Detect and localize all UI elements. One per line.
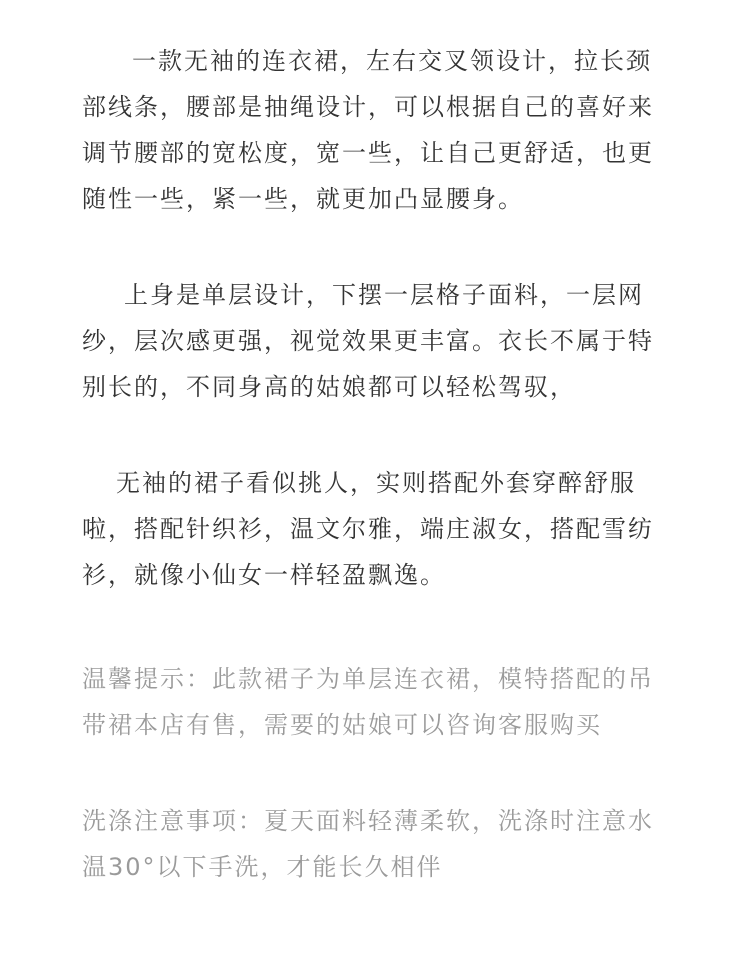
description-paragraph-layers: 上身是单层设计，下摆一层格子面料，一层网纱，层次感更强，视觉效果更丰富。衣长不属于特别长的，不同身高的姑娘都可以轻松驾驭， bbox=[82, 281, 654, 401]
washing-note: 洗涤注意事项：夏天面料轻薄柔软，洗涤时注意水温30°以下手洗，才能长久相伴 bbox=[82, 807, 654, 881]
product-description bbox=[82, 38, 672, 890]
tip-note: 温馨提示：此款裙子为单层连衣裙，模特搭配的吊带裙本店有售，需要的姑娘可以咨询客服购买 bbox=[82, 665, 654, 739]
description-paragraph-styling: 无袖的裙子看似挑人，实则搭配外套穿醉舒服啦，搭配针织衫，温文尔雅，端庄淑女，搭配雪纺衫，就像小仙女一样轻盈飘逸。 bbox=[82, 469, 654, 589]
description-paragraph-design: 一款无袖的连衣裙，左右交叉领设计，拉长颈部线条，腰部是抽绳设计，可以根据自己的喜好来调节腰部的宽松度，宽一些，让自己更舒适，也更随性一些，紧一些，就更加凸显腰身。 bbox=[82, 47, 654, 213]
